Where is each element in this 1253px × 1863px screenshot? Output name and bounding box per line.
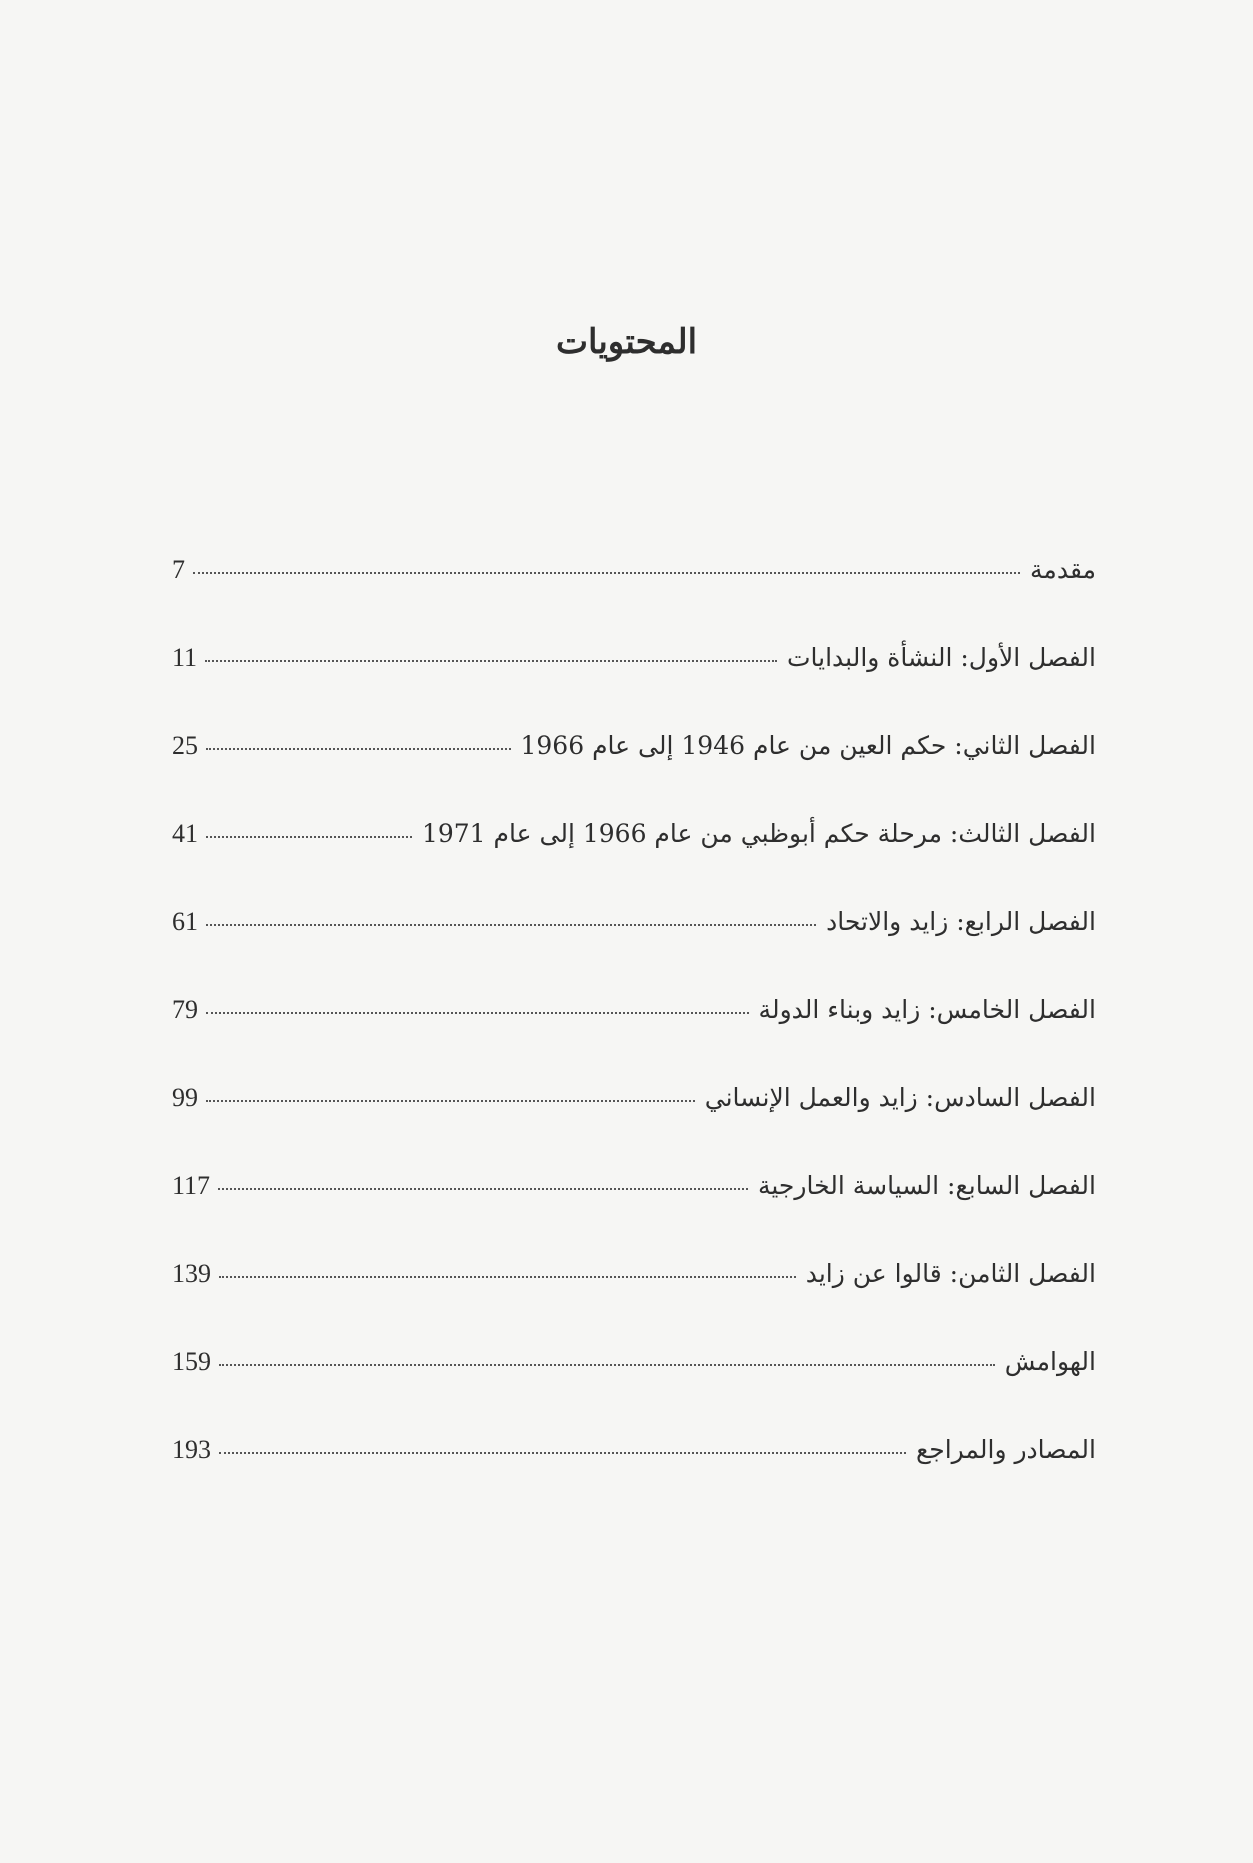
toc-entry-page: 99: [172, 1083, 198, 1112]
toc-entry-label: الفصل الرابع: زايد والاتحاد: [826, 907, 1096, 936]
dot-leader: [219, 1276, 796, 1278]
toc-entry-label: الفصل الخامس: زايد وبناء الدولة: [758, 995, 1096, 1024]
toc-entry-label: الفصل الأول: النشأة والبدايات: [786, 643, 1096, 672]
toc-entry-label: الفصل الثالث: مرحلة حكم أبوظبي من عام 1966 إلى عام 1971: [421, 819, 1096, 848]
toc-entry-label: الهوامش: [1004, 1347, 1096, 1376]
dot-leader: [206, 1012, 749, 1014]
toc-entry-label: الفصل السابع: السياسة الخارجية: [757, 1171, 1096, 1200]
dot-leader: [193, 572, 1020, 574]
dot-leader: [219, 1364, 995, 1366]
toc-entry-label: الفصل السادس: زايد والعمل الإنساني: [704, 1083, 1096, 1112]
toc-entry: [172, 555, 1096, 643]
toc-entry-page: 79: [172, 995, 198, 1024]
toc-entry-page: 117: [172, 1171, 211, 1200]
dot-leader: [218, 1188, 748, 1190]
table-of-contents: [172, 555, 1096, 1523]
page-title: المحتويات: [555, 322, 698, 362]
toc-entry-page: 11: [172, 643, 198, 672]
toc-entry: [172, 995, 1096, 1083]
dot-leader: [206, 748, 511, 750]
toc-entry-page: 139: [172, 1259, 211, 1288]
toc-entry-page: 193: [172, 1435, 211, 1464]
toc-entry: [172, 819, 1096, 907]
toc-entry-page: 61: [172, 907, 198, 936]
toc-entry: [172, 1259, 1096, 1347]
toc-entry-page: 41: [172, 819, 198, 848]
toc-entry: [172, 1171, 1096, 1259]
toc-entry-page: 25: [172, 731, 198, 760]
dot-leader: [219, 1452, 906, 1454]
toc-entry-label: الفصل الثامن: قالوا عن زايد: [805, 1259, 1096, 1288]
dot-leader: [206, 836, 412, 838]
toc-entry: [172, 1083, 1096, 1171]
dot-leader: [206, 1100, 695, 1102]
dot-leader: [205, 660, 777, 662]
toc-entry-label: الفصل الثاني: حكم العين من عام 1946 إلى عام 1966: [520, 731, 1096, 760]
dot-leader: [206, 924, 816, 926]
toc-entry-page: 159: [172, 1347, 211, 1376]
toc-entry-label: المصادر والمراجع: [915, 1435, 1096, 1464]
toc-entry: [172, 731, 1096, 819]
toc-entry: [172, 907, 1096, 995]
toc-entry: [172, 1435, 1096, 1523]
toc-entry-page: 7: [172, 555, 185, 584]
toc-entry-label: مقدمة: [1030, 555, 1096, 584]
toc-entry: [172, 643, 1096, 731]
toc-entry: [172, 1347, 1096, 1435]
